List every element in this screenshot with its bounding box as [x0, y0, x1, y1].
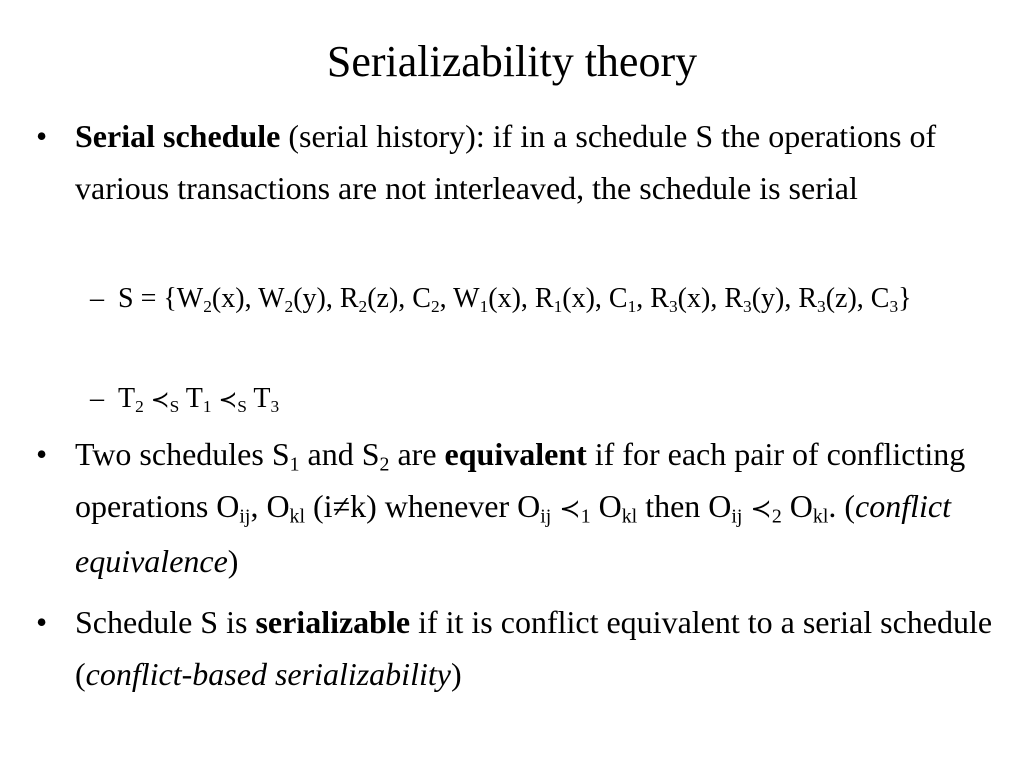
- precedes-symbol: ≺: [150, 387, 170, 413]
- bullet-marker: •: [36, 118, 48, 154]
- serial-order-formula: $T_2$ $≺_S$ $T_1$ $≺_S$ $T_3$: [118, 383, 280, 416]
- precedes-symbol: ≺: [218, 387, 238, 413]
- schedule-formula: $S = \{W_2(x)$, $W_2(y)$, $R_2(z)$, $C_2$, $W_1(x)$, $R_1(x)$, $C_1$, $R_3(x)$, $R_3(y)$, $R_3(z)$, $C_3$}: [118, 283, 912, 316]
- bullet-text: Schedule S is serializable if it is conflict equivalent to a serial schedule (conflict-based serializability): [75, 604, 993, 692]
- bullet-text: [75, 110, 995, 214]
- bullet-marker: •: [36, 436, 48, 472]
- precedes-symbol: ≺: [559, 494, 581, 524]
- term-equivalent: equivalent: [444, 436, 587, 472]
- sub-bullet-marker: –: [90, 383, 104, 414]
- sub-bullet-marker: –: [90, 283, 104, 314]
- term-serializable: serializable: [255, 604, 411, 640]
- bullet-body: (serial history): if in a schedule S the operations of various transactions are not interleaved, the schedule is serial: [75, 118, 937, 206]
- bullet-marker: •: [36, 604, 48, 640]
- term-serial-schedule: Serial schedule: [75, 118, 281, 154]
- slide-title: Serializability theory: [326, 37, 698, 86]
- bullet-text: Two schedules $S_1$ and $S_2$ are equivalent if for each pair of conflicting operations $O_{ij}$, $O_{kl}$ (i≠k) whenever $O_{ij}$ $≺_1$ $O_{kl}$ then $O_{ij}$ $≺_2$ $O_{kl}$. (conflict equivalence): [75, 436, 966, 579]
- precedes-symbol: ≺: [750, 494, 772, 524]
- term-conflict-based-serializability: conflict-based serializability: [85, 656, 451, 692]
- term-conflict-equivalence: conflict equivalence: [75, 488, 951, 579]
